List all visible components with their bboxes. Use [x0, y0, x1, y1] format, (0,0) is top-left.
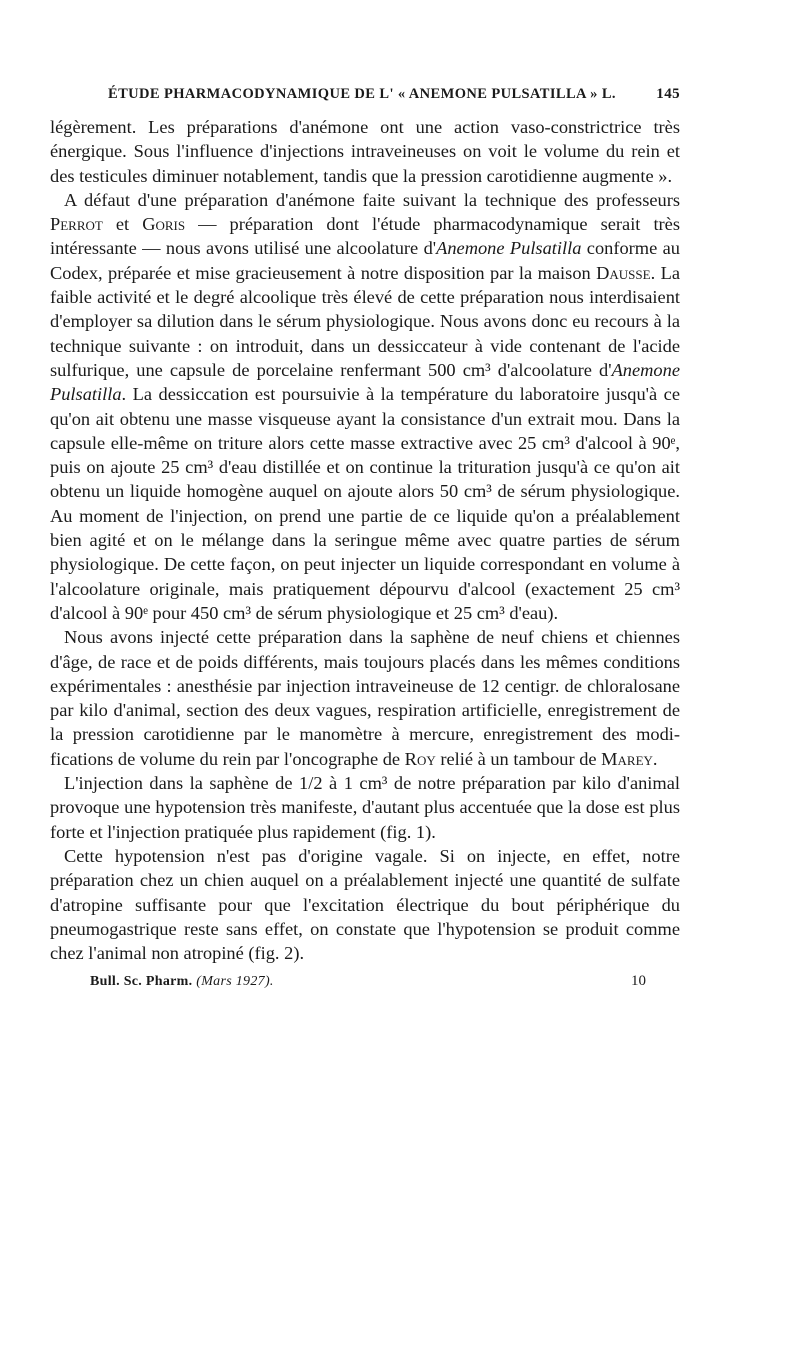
author-name: Perrot	[50, 214, 103, 235]
signature-mark: 10	[631, 973, 646, 990]
text-run: Cette hypotension n'est pas d'origine vagale. Si on injecte, en effet, notre préparation chez un chien auquel on a préalablement injecté une quantité de sulfate d'atropine suffisante pour que l'excitation électrique du bout périphérique du pneumogastrique reste sans effet, on constate que l'hypotension se produit comme chez l'animal non atropiné (fig. 2).	[50, 845, 680, 964]
author-name: Goris	[142, 214, 186, 235]
paragraph	[50, 844, 680, 965]
running-title: ÉTUDE PHARMACODYNAMIQUE DE L' « ANEMONE PULSATILLA » L.	[108, 86, 616, 102]
text-run: conforme au Codex, préparée et mise gracieusement à notre disposition par la maison	[50, 238, 680, 283]
issue-date: (Mars 1927).	[196, 974, 274, 990]
running-header	[108, 86, 680, 103]
text-run: — préparation dont l'étude pharmacodynamique serait très intéressante — nous avons utilisé une alcoolature d'	[50, 214, 680, 259]
page-number: 145	[656, 86, 680, 102]
author-name: Marey	[601, 748, 653, 769]
species-name: Anemone Pulsatilla	[50, 359, 680, 405]
text-run: relié à un tambour de	[435, 748, 602, 769]
species-name: Anemone Pulsatilla	[436, 238, 582, 259]
paragraph	[50, 771, 680, 844]
journal-citation	[90, 974, 274, 990]
page-footer	[50, 973, 680, 990]
body-text	[50, 115, 680, 965]
author-name: Roy	[404, 748, 436, 769]
text-run: Nous avons injecté cette préparation dans la saphène de neuf chiens et chiennes d'âge, de race et de poids différents, mais toujours placés dans les mêmes conditions expérimentales : anesthésie par injection intraveineuse de 12 centigr. de chloralosane par kilo d'animal, section des deux vagues, respiration artificielle, enregistrement de la pression carotidienne par le manomètre à mercure, enregistrement des modifications de volume du rein par l'oncographe de	[50, 627, 680, 769]
text-run: . La dessiccation est poursuivie à la température du laboratoire jusqu'à ce qu'on ait obtenu une masse visqueuse ayant la consistance d'un extrait mou. Dans la capsule elle-même on triture alors cette masse extractive avec 25 cm³ d'alcool à 90ᵉ, puis on ajoute 25 cm³ d'eau distillée et on continue la trituration jusqu'à ce qu'on ait obtenu un liquide homogène auquel on ajoute alors 50 cm³ de sérum physiologique. Au moment de l'injection, on prend une partie de ce liquide qu'on a préalablement bien agité et on le mélange dans la seringue même avec quatre parties de sérum physiologique. De cette façon, on peut injecter un liquide correspondant en volume à l'alcoolature originale, mais pratiquement dépourvu d'alcool (exactement 25 cm³ d'alcool à 90ᵉ pour 450 cm³ de sérum physiologique et 25 cm³ d'eau).	[50, 384, 680, 623]
paragraph	[50, 188, 680, 625]
text-run: et	[102, 214, 143, 235]
paragraph	[50, 625, 680, 771]
journal-name: Bull. Sc. Pharm.	[90, 974, 193, 990]
text-run: légèrement. Les préparations d'anémone ont une action vaso-constrictrice très énergique. Sous l'influence d'injections intraveineuses on voit le volume du rein et des testicules diminuer notablement, tandis que la pression carotidienne augmente ».	[50, 117, 680, 186]
text-run: L'injection dans la saphène de 1/2 à 1 cm³ de notre préparation par kilo d'animal provoque une hypotension très manifeste, d'autant plus accentuée que la dose est plus forte et l'injection pratiquée plus rapidement (fig. 1).	[50, 773, 680, 842]
text-run: A défaut d'une préparation d'anémone faite suivant la technique des professeurs	[64, 189, 680, 210]
text-run: .	[652, 748, 658, 769]
paragraph	[50, 115, 680, 188]
text-run: . La faible activité et le degré alcoolique très élevé de cette préparation nous interdisaient d'employer sa dilution dans le sérum physiologique. Nous avons donc eu recours à la technique suivante : on introduit, dans un dessiccateur à vide contenant de l'acide sulfurique, une capsule de porcelaine renfermant 500 cm³ d'alcoolature d'	[50, 262, 680, 380]
author-name: Dausse	[596, 262, 651, 283]
document-page	[50, 86, 680, 990]
